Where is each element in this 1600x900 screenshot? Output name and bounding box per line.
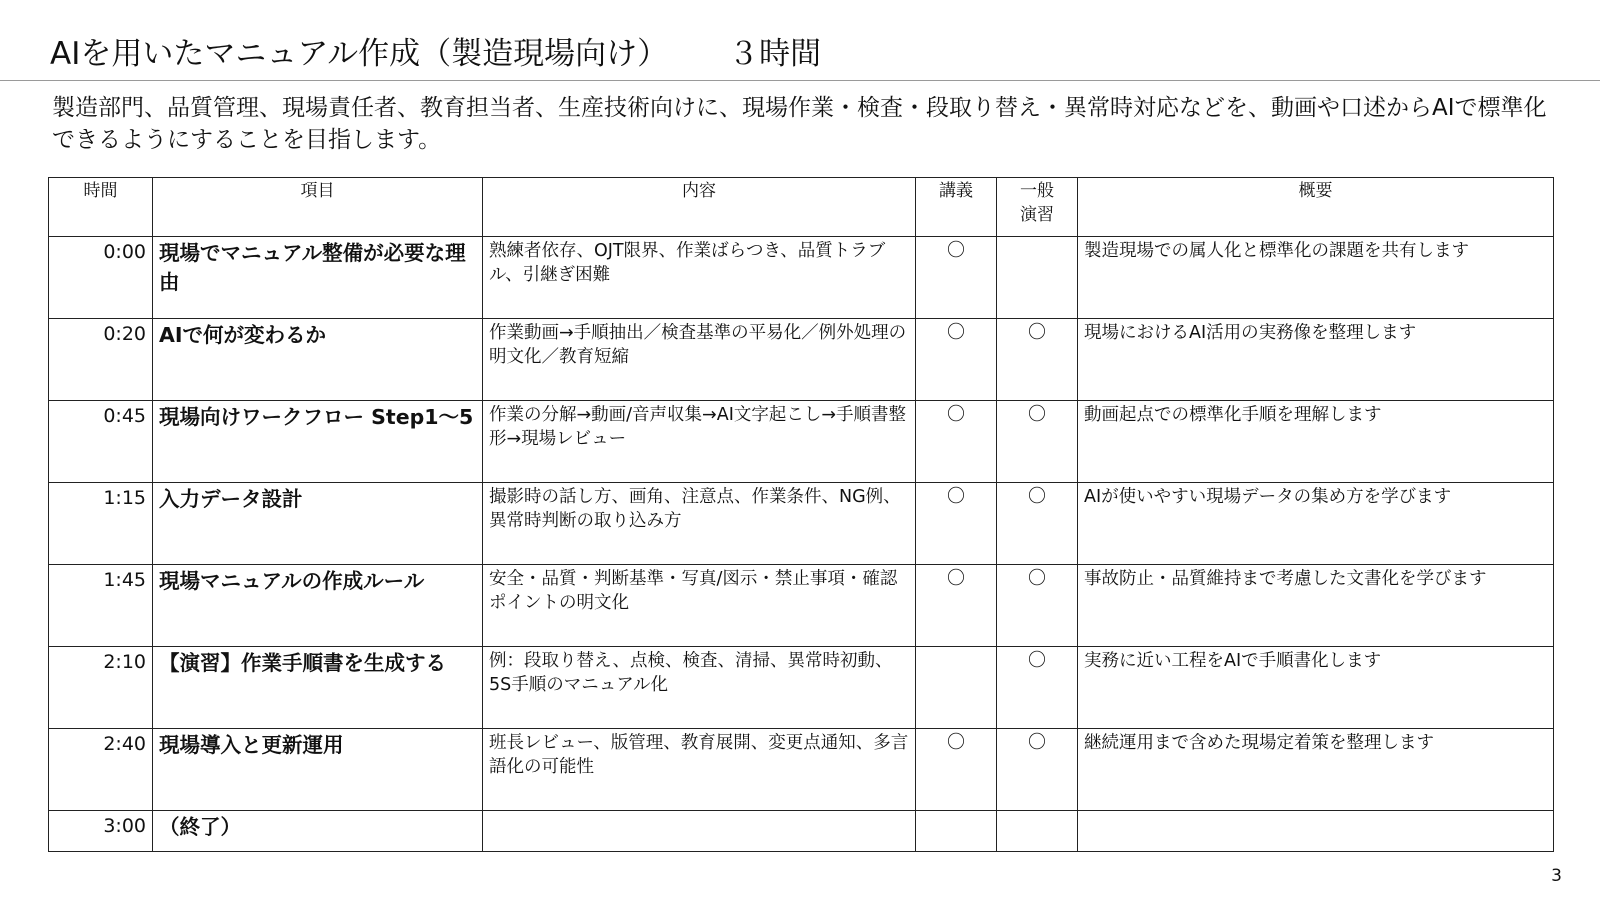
row-time: 3:00 bbox=[49, 811, 153, 852]
row-summary: 動画起点での標準化手順を理解します bbox=[1078, 401, 1554, 483]
table-row bbox=[49, 401, 1554, 483]
header-content: 内容 bbox=[483, 178, 916, 237]
row-lecture-mark: 〇 bbox=[916, 483, 997, 565]
row-item: 入力データ設計 bbox=[153, 483, 483, 565]
row-item: （終了） bbox=[153, 811, 483, 852]
row-exercise-mark: 〇 bbox=[997, 483, 1078, 565]
header-item: 項目 bbox=[153, 178, 483, 237]
slide-title-duration: ３時間 bbox=[728, 36, 822, 72]
table-row bbox=[49, 729, 1554, 811]
row-content: 撮影時の話し方、画角、注意点、作業条件、NG例、異常時判断の取り込み方 bbox=[483, 483, 916, 565]
row-exercise-mark: 〇 bbox=[997, 319, 1078, 401]
row-time: 2:40 bbox=[49, 729, 153, 811]
row-exercise-mark: 〇 bbox=[997, 401, 1078, 483]
page-number: 3 bbox=[1551, 866, 1562, 886]
row-summary: AIが使いやすい現場データの集め方を学びます bbox=[1078, 483, 1554, 565]
header-exercise: 一般演習 bbox=[997, 178, 1078, 237]
row-item: 現場マニュアルの作成ルール bbox=[153, 565, 483, 647]
row-content: 例：段取り替え、点検、検査、清掃、異常時初動、5S手順のマニュアル化 bbox=[483, 647, 916, 729]
header-summary: 概要 bbox=[1078, 178, 1554, 237]
row-time: 1:45 bbox=[49, 565, 153, 647]
table-row bbox=[49, 565, 1554, 647]
row-time: 0:20 bbox=[49, 319, 153, 401]
row-exercise-mark bbox=[997, 237, 1078, 319]
slide-title bbox=[50, 28, 821, 73]
row-summary: 事故防止・品質維持まで考慮した文書化を学びます bbox=[1078, 565, 1554, 647]
row-summary: 製造現場での属人化と標準化の課題を共有します bbox=[1078, 237, 1554, 319]
row-lecture-mark: 〇 bbox=[916, 319, 997, 401]
row-content: 熟練者依存、OJT限界、作業ばらつき、品質トラブル、引継ぎ困難 bbox=[483, 237, 916, 319]
row-exercise-mark: 〇 bbox=[997, 729, 1078, 811]
table-row bbox=[49, 483, 1554, 565]
row-item: 【演習】作業手順書を生成する bbox=[153, 647, 483, 729]
row-time: 2:10 bbox=[49, 647, 153, 729]
row-summary: 現場におけるAI活用の実務像を整理します bbox=[1078, 319, 1554, 401]
table-row bbox=[49, 237, 1554, 319]
row-time: 0:45 bbox=[49, 401, 153, 483]
row-item: 現場導入と更新運用 bbox=[153, 729, 483, 811]
row-lecture-mark: 〇 bbox=[916, 237, 997, 319]
row-exercise-mark: 〇 bbox=[997, 647, 1078, 729]
row-content: 安全・品質・判断基準・写真/図示・禁止事項・確認ポイントの明文化 bbox=[483, 565, 916, 647]
row-content: 作業の分解→動画/音声収集→AI文字起こし→手順書整形→現場レビュー bbox=[483, 401, 916, 483]
header-time: 時間 bbox=[49, 178, 153, 237]
row-item: 現場でマニュアル整備が必要な理由 bbox=[153, 237, 483, 319]
row-time: 1:15 bbox=[49, 483, 153, 565]
row-exercise-mark: 〇 bbox=[997, 565, 1078, 647]
table-row bbox=[49, 319, 1554, 401]
schedule-table bbox=[48, 177, 1554, 852]
row-lecture-mark bbox=[916, 811, 997, 852]
row-lecture-mark: 〇 bbox=[916, 729, 997, 811]
row-summary bbox=[1078, 811, 1554, 852]
row-time: 0:00 bbox=[49, 237, 153, 319]
row-content: 班長レビュー、版管理、教育展開、変更点通知、多言語化の可能性 bbox=[483, 729, 916, 811]
row-item: AIで何が変わるか bbox=[153, 319, 483, 401]
intro-paragraph: 製造部門、品質管理、現場責任者、教育担当者、生産技術向けに、現場作業・検査・段取り替え・異常時対応などを、動画や口述からAIで標準化できるようにすることを目指します。 bbox=[52, 95, 1547, 153]
row-summary: 継続運用まで含めた現場定着策を整理します bbox=[1078, 729, 1554, 811]
table-row bbox=[49, 811, 1554, 852]
row-summary: 実務に近い工程をAIで手順書化します bbox=[1078, 647, 1554, 729]
row-content: 作業動画→手順抽出／検査基準の平易化／例外処理の明文化／教育短縮 bbox=[483, 319, 916, 401]
title-divider bbox=[0, 80, 1600, 81]
row-lecture-mark: 〇 bbox=[916, 565, 997, 647]
row-lecture-mark bbox=[916, 647, 997, 729]
table-header-row bbox=[49, 178, 1554, 237]
row-content bbox=[483, 811, 916, 852]
row-exercise-mark bbox=[997, 811, 1078, 852]
row-item: 現場向けワークフロー Step1～5 bbox=[153, 401, 483, 483]
slide-title-main: AIを用いたマニュアル作成（製造現場向け） bbox=[50, 36, 669, 72]
row-lecture-mark: 〇 bbox=[916, 401, 997, 483]
table-row bbox=[49, 647, 1554, 729]
header-lecture: 講義 bbox=[916, 178, 997, 237]
